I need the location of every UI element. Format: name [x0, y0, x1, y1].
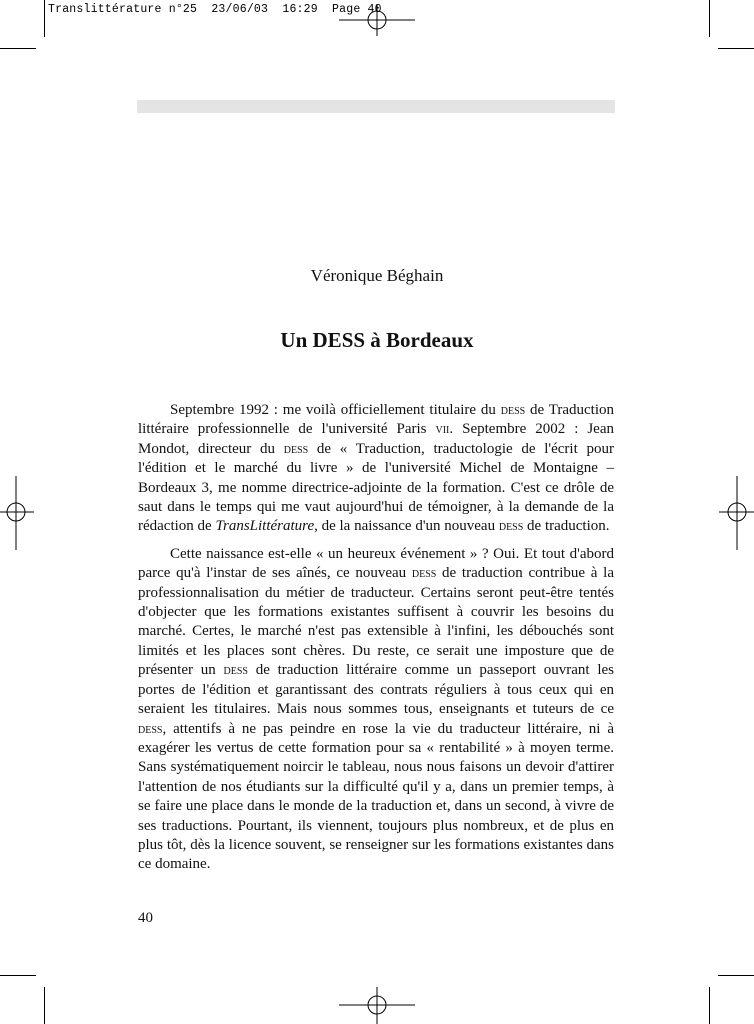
small-caps-abbrev: dess — [283, 440, 309, 457]
crop-mark-bottom-right-v — [709, 987, 710, 1024]
registration-mark-bottom-icon — [337, 985, 417, 1024]
crop-mark-bottom-right-h — [718, 975, 754, 976]
text-run: , attentifs à ne pas peindre en rose la vie du traducteur littéraire, ni à exagérer les vertus de cette formation pour sa « rentabilité » à moyen terme. Sans systématiquement noircir le tableau, nous nous faisons un devoir d'attirer l'attention de nos étudiants sur la difficulté qu'il y a, dans un premier temps, à se faire une place dans le monde de la traduction et, dans un second, à vivre de ses traductions. Pourtant, ils viennent, toujours plus nombreux, et de plus en plus tôt, dès la licence souvent, se renseigner sur les formations existantes dans ce domaine. — [138, 720, 614, 873]
crop-mark-top-left-h — [0, 48, 36, 49]
crop-mark-bottom-left-h — [0, 975, 36, 976]
small-caps-abbrev: vii — [435, 421, 450, 438]
small-caps-abbrev: dess — [138, 720, 163, 737]
small-caps-abbrev: dess — [223, 662, 248, 679]
crop-mark-top-left-v — [44, 0, 45, 37]
text-run: Septembre 1992 : me voilà officiellement titulaire du — [170, 402, 501, 418]
article-title: Un DESS à Bordeaux — [280, 328, 474, 352]
crop-mark-top-right-h — [718, 48, 754, 49]
text-run: de traduction littéraire comme un passeport ouvrant les portes de l'édition et garantissant des contrats réguliers à tous ceux qui en seraient les titulaires. Mais nous sommes tous, enseignants et tuteurs de ce — [138, 662, 615, 718]
small-caps-abbrev: dess — [498, 518, 524, 535]
text-run: de traduction. — [523, 518, 610, 535]
crop-mark-bottom-left-v — [44, 987, 45, 1024]
italic-title: TransLittérature — [215, 518, 315, 535]
author-name: Véronique Béghain — [310, 266, 444, 285]
article-body — [138, 401, 614, 875]
page-number: 40 — [138, 910, 153, 926]
text-run: , de la naissance d'un nouveau — [314, 518, 499, 535]
text-run: de « Traduction, traductologie de l'écrit pour l'édition et le marché du livre » de l'université Michel de Montaigne – Bordeaux 3, me nomme directrice-adjointe de la formation. C'est ce drôle de saut dans le temps qui me vaut aujourd'hui de témoigner, à la demande de la rédaction de — [138, 440, 614, 535]
crop-mark-top-right-v — [709, 0, 710, 37]
small-caps-abbrev: dess — [411, 565, 437, 582]
text-run: de traduction contribue à la professionnalisation du métier de traducteur. Certains seront peut-être tentés d'objecter que les formations existantes suffisent à couvrir les besoins du marché. Certes, le marché n'est pas extensible à l'infini, les débouchés sont limités et les places sont chères. Du reste, ce serait une imposture que de présenter un — [138, 565, 614, 679]
registration-mark-left-icon — [0, 474, 40, 554]
text-run: de Traduction littéraire professionnelle de l'université Paris — [138, 402, 615, 438]
text-run: . Septembre 2002 : Jean Mondot, directeur du — [138, 421, 615, 457]
print-slug: Translittérature n°25 23/06/03 16:29 Page 40 — [48, 3, 382, 16]
registration-mark-right-icon — [714, 474, 754, 554]
header-band — [137, 100, 615, 113]
paragraph — [138, 401, 614, 537]
small-caps-abbrev: dess — [500, 402, 526, 418]
text-run: Cette naissance est-elle « un heureux événement » ? Oui. Et tout d'abord parce qu'à l'instar de ses aînés, ce nouveau — [138, 545, 614, 582]
paragraph — [138, 545, 614, 875]
registration-mark-top-icon — [337, 0, 417, 40]
